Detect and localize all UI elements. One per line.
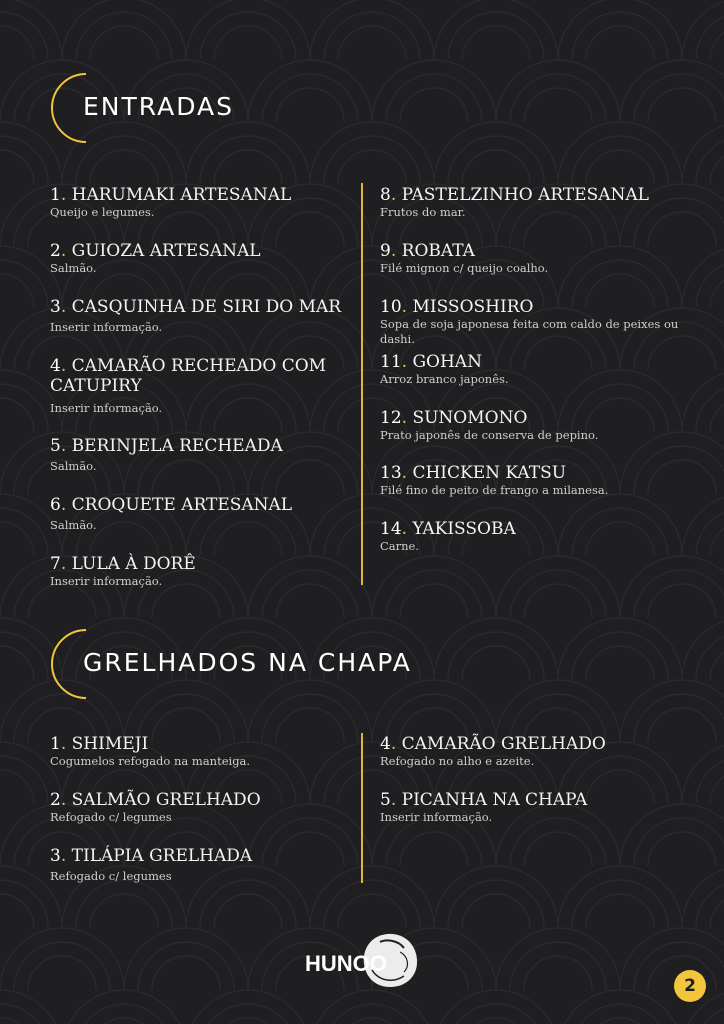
item-description: Inserir informação. (50, 320, 163, 334)
item-description: Inserir informação. (50, 401, 163, 415)
item-name: CHICKEN KATSU (412, 463, 567, 483)
item-description: Frutos do mar. (380, 205, 466, 219)
menu-item: 6. CROQUETE ARTESANAL Salmão. (50, 495, 350, 533)
item-description: Refogado c/ legumes (50, 869, 172, 883)
item-name: SHIMEJI (71, 734, 149, 754)
section-header-grelhados (50, 628, 650, 700)
item-description: Filé fino de peito de frango a milanesa. (380, 483, 609, 497)
item-description: Salmão. (50, 459, 97, 473)
item-name: CROQUETE ARTESANAL (71, 495, 293, 515)
item-name: CASQUINHA DE SIRI DO MAR (71, 297, 342, 317)
item-description: Carne. (380, 539, 420, 553)
page-number-badge: 2 (674, 970, 706, 1002)
menu-item: 5. BERINJELA RECHEADA Salmão. (50, 436, 350, 474)
section-header-entradas (50, 72, 650, 144)
logo-text: HUNOO (305, 951, 387, 976)
item-description: Inserir informação. (380, 810, 493, 824)
menu-item: 4. CAMARÃO RECHEADO COM CATUPIRY Inserir informação. (50, 356, 350, 416)
menu-item: 7. LULA À DORÊ Inserir informação. (50, 554, 350, 589)
item-name: CAMARÃO GRELHADO (401, 734, 606, 754)
menu-item: 1. SHIMEJI Cogumelos refogado na manteiga. (50, 734, 350, 769)
menu-item: 13. CHICKEN KATSU Filé fino de peito de frango a milanesa. (380, 463, 680, 498)
item-description: Refogado no alho e azeite. (380, 754, 535, 768)
item-name: SUNOMONO (412, 408, 528, 428)
item-name: BERINJELA RECHEADA (71, 436, 283, 456)
menu-item: 14. YAKISSOBA Carne. (380, 519, 680, 554)
item-description: Cogumelos refogado na manteiga. (50, 754, 251, 768)
item-name: SALMÃO GRELHADO (71, 790, 261, 810)
column-divider (361, 183, 363, 585)
item-name: ROBATA (401, 241, 475, 261)
item-description: Filé mignon c/ queijo coalho. (380, 261, 549, 275)
item-name: PICANHA NA CHAPA (401, 790, 588, 810)
menu-item: 3. CASQUINHA DE SIRI DO MAR Inserir informação. (50, 297, 350, 335)
item-name: GUIOZA ARTESANAL (71, 241, 261, 261)
item-description: Arroz branco japonês. (380, 372, 509, 386)
column-divider (361, 733, 363, 883)
menu-item: 1. HARUMAKI ARTESANAL Queijo e legumes. (50, 185, 350, 220)
menu-item: 12. SUNOMONO Prato japonês de conserva de pepino. (380, 408, 680, 443)
menu-item: 3. TILÁPIA GRELHADA Refogado c/ legumes (50, 846, 350, 884)
menu-item: 10. MISSOSHIRO Sopa de soja japonesa feita com caldo de peixes ou dashi. (380, 297, 679, 346)
menu-item: 5. PICANHA NA CHAPA Inserir informação. (380, 790, 680, 825)
menu-item: 11. GOHAN Arroz branco japonês. (380, 352, 680, 387)
item-description: Inserir informação. (50, 574, 163, 588)
item-description: Sopa de soja japonesa feita com caldo de peixes ou dashi. (380, 317, 679, 346)
section-title-grelhados: GRELHADOS NA CHAPA (83, 648, 412, 677)
item-description: Salmão. (50, 261, 97, 275)
menu-item: 8. PASTELZINHO ARTESANAL Frutos do mar. (380, 185, 680, 220)
item-name: MISSOSHIRO (412, 297, 534, 317)
item-description: Salmão. (50, 518, 97, 532)
item-name: YAKISSOBA (412, 519, 516, 539)
item-name: TILÁPIA GRELHADA (71, 846, 253, 866)
menu-item: 2. GUIOZA ARTESANAL Salmão. (50, 241, 350, 276)
item-name: CAMARÃO RECHEADO COM CATUPIRY (50, 356, 327, 396)
hunoo-logo (300, 930, 422, 990)
item-name: GOHAN (412, 352, 482, 372)
menu-item: 2. SALMÃO GRELHADO Refogado c/ legumes (50, 790, 350, 825)
menu-item: 9. ROBATA Filé mignon c/ queijo coalho. (380, 241, 680, 276)
item-description: Prato japonês de conserva de pepino. (380, 428, 599, 442)
item-description: Refogado c/ legumes (50, 810, 172, 824)
item-name: HARUMAKI ARTESANAL (71, 185, 292, 205)
section-title-entradas: ENTRADAS (83, 92, 235, 121)
menu-item: 4. CAMARÃO GRELHADO Refogado no alho e azeite. (380, 734, 680, 769)
item-name: PASTELZINHO ARTESANAL (401, 185, 649, 205)
item-name: LULA À DORÊ (71, 554, 196, 574)
item-description: Queijo e legumes. (50, 205, 155, 219)
